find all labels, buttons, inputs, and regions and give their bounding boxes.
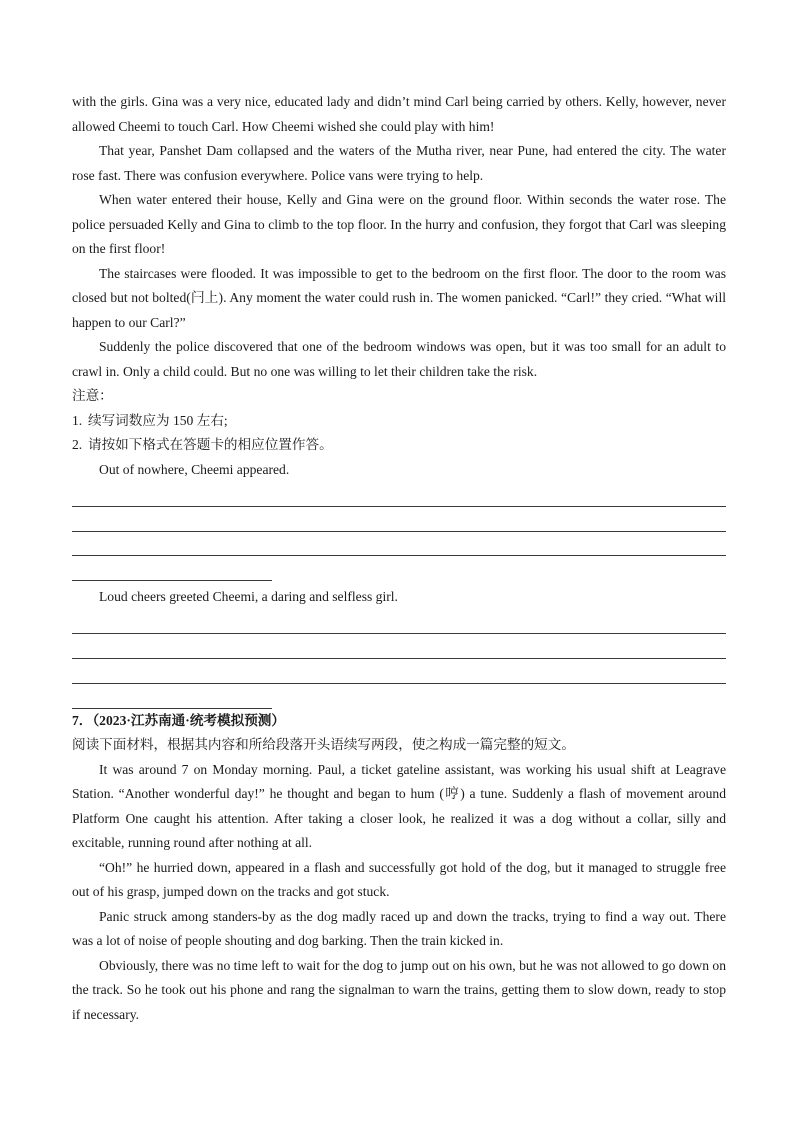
answer-line[interactable]	[72, 556, 272, 581]
passage-paragraph: Obviously, there was no time left to wait for the dog to jump out on his own, but he was not allowed to go down on the track. So he took out his phone and rang the signalman to warn the trains, getting them to slow down, ready to stop if necessary.	[72, 957, 726, 1022]
answer-lines-first	[72, 482, 726, 581]
question-7	[72, 709, 726, 1028]
question-instruction: 阅读下面材料，根据其内容和所给段落开头语续写两段，使之构成一篇完整的短文。	[72, 737, 575, 753]
answer-line[interactable]	[72, 507, 726, 532]
question-heading: 7．（2023·江苏南通·统考模拟预测）	[72, 712, 285, 728]
notes-item	[72, 409, 726, 434]
document-page	[72, 90, 726, 1027]
prompt-second: Loud cheers greeted Cheemi, a daring and selfless girl.	[99, 589, 398, 605]
answer-line[interactable]	[72, 532, 726, 557]
answer-line[interactable]	[72, 684, 272, 709]
notes-item-text: 请按如下格式在答题卡的相应位置作答。	[88, 437, 333, 452]
answer-line[interactable]	[72, 482, 726, 507]
notes-label: 注意：	[72, 388, 113, 403]
passage-paragraph: It was around 7 on Monday morning. Paul, a ticket gateline assistant, was working his usual shift at Leagrave Station. “Another wonderful day!” he thought and began to hum (哼) a tune. Suddenly a flash of movement around Platform One caught his attention. After taking a closer look, he realized it was a dog without a collar, silly and excitable, running round after nothing at all.	[72, 761, 726, 851]
passage-paragraph: with the girls. Gina was a very nice, educated lady and didn’t mind Carl being carried by others. Kelly, however, never allowed Cheemi to touch Carl. How Cheemi wished she could play with him!	[72, 94, 726, 134]
notes-item-text: 续写词数应为 150 左右;	[88, 412, 228, 428]
passage-paragraph: Suddenly the police discovered that one of the bedroom windows was open, but it was too small for an adult to crawl in. Only a child could. But no one was willing to let their children take the risk.	[72, 339, 726, 379]
notes-item-number: 2.	[72, 437, 83, 452]
passage-1	[72, 90, 726, 384]
prompt-first: Out of nowhere, Cheemi appeared.	[99, 461, 290, 477]
notes-item	[72, 433, 726, 458]
passage-paragraph: Panic struck among standers-by as the dog madly raced up and down the tracks, trying to find a way out. There was a lot of noise of people shouting and dog barking. Then the train kicked in.	[72, 908, 726, 949]
notes	[72, 384, 726, 458]
passage-paragraph: That year, Panshet Dam collapsed and the waters of the Mutha river, near Pune, had entered the city. The water rose fast. There was confusion everywhere. Police vans were trying to help.	[72, 143, 726, 183]
passage-paragraph: When water entered their house, Kelly and Gina were on the ground floor. Within seconds the water rose. The police persuaded Kelly and Gina to climb to the top floor. In the hurry and confusion, they forgot that Carl was sleeping on the first floor!	[72, 192, 726, 256]
notes-item-number: 1.	[72, 412, 83, 428]
answer-line[interactable]	[72, 659, 726, 684]
answer-line[interactable]	[72, 634, 726, 659]
passage-paragraph: “Oh!” he hurried down, appeared in a flash and successfully got hold of the dog, but it managed to struggle free out of his grasp, jumped down on the tracks and got stuck.	[72, 859, 726, 900]
answer-line[interactable]	[72, 610, 726, 635]
passage-paragraph: The staircases were flooded. It was impossible to get to the bedroom on the first floor. The door to the room was closed but not bolted(闩上). Any moment the water could rush in. The women panicked. “Carl!” they cried. “What will happen to our Carl?”	[72, 265, 726, 330]
answer-lines-second	[72, 610, 726, 709]
